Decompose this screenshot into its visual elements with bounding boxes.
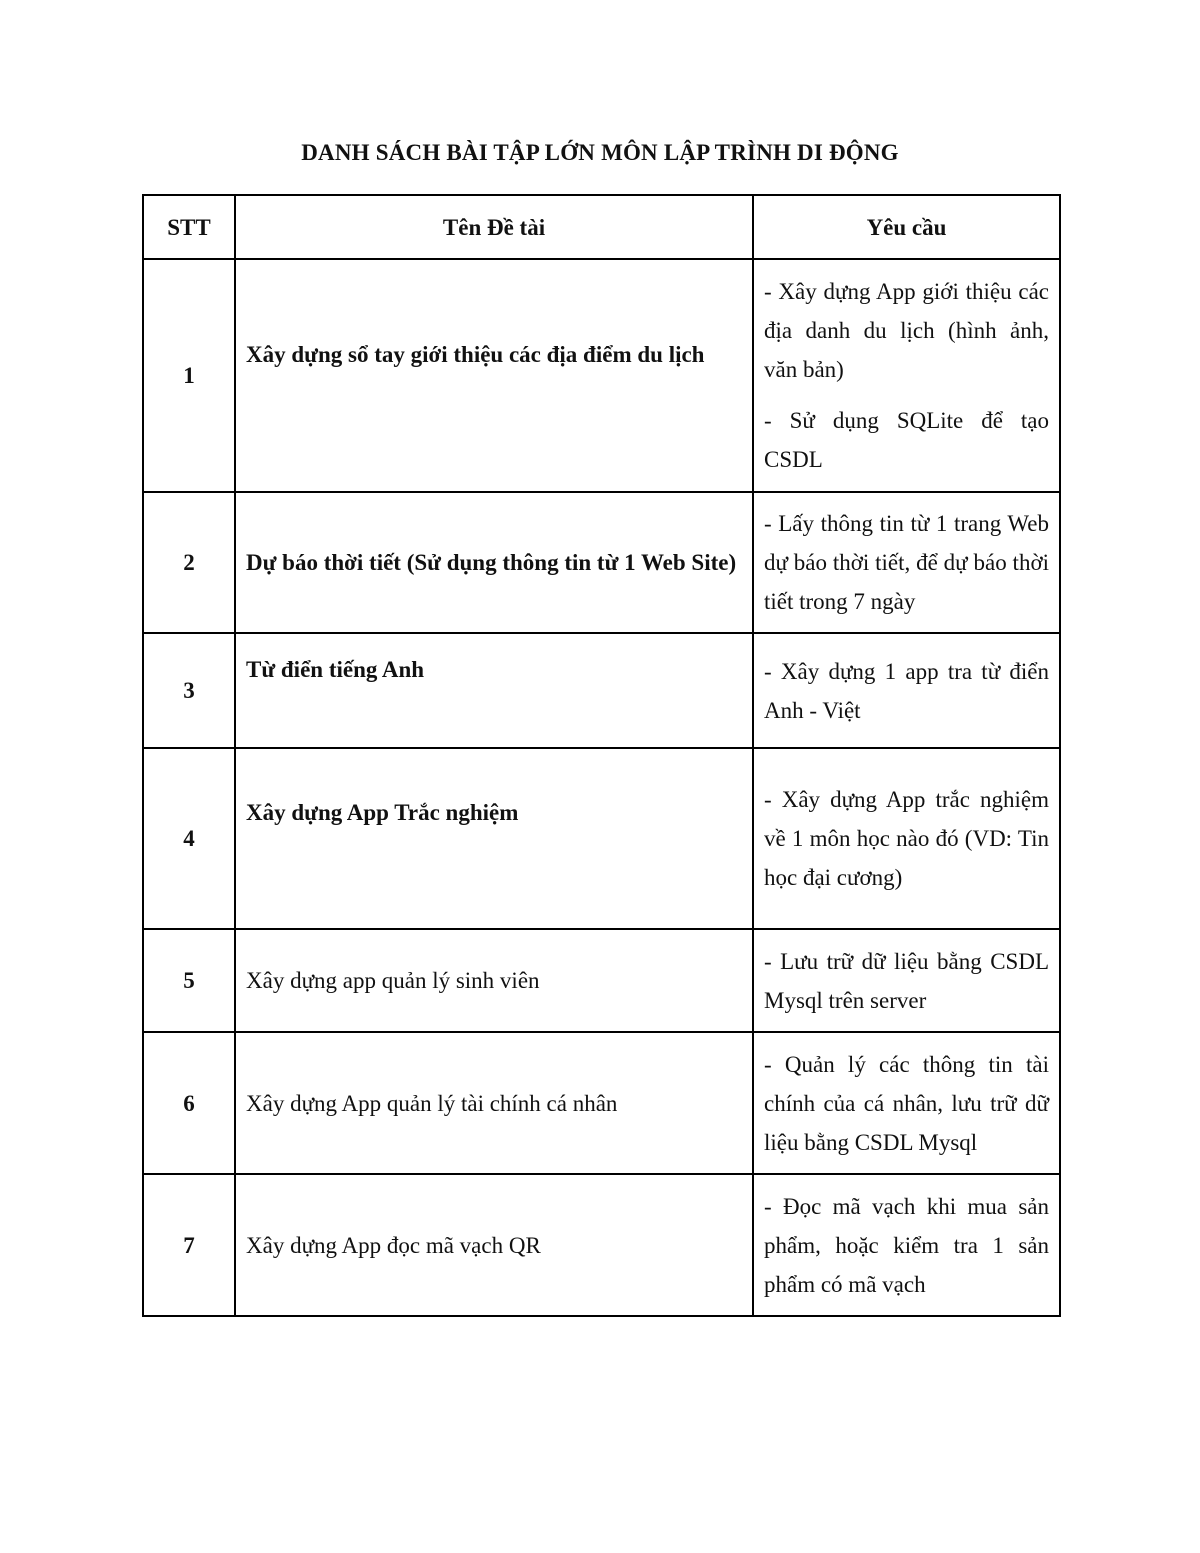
- topic-title: Xây dựng sổ tay giới thiệu các địa điểm du lịch: [235, 259, 753, 492]
- table-header-row: [143, 195, 1060, 259]
- table-row: [143, 1032, 1060, 1174]
- topic-title: Xây dựng app quản lý sinh viên: [235, 929, 753, 1032]
- topic-title: Từ điển tiếng Anh: [235, 633, 753, 748]
- row-number: 6: [143, 1032, 235, 1174]
- requirement-text: - Xây dựng 1 app tra từ điển Anh - Việt: [764, 658, 1049, 723]
- row-number: 2: [143, 492, 235, 633]
- requirements-cell: [753, 259, 1060, 492]
- row-number: 5: [143, 929, 235, 1032]
- topic-title: Dự báo thời tiết (Sử dụng thông tin từ 1 Web Site): [235, 492, 753, 633]
- topic-title: Xây dựng App Trắc nghiệm: [235, 748, 753, 929]
- topic-title: Xây dựng App quản lý tài chính cá nhân: [235, 1032, 753, 1174]
- header-stt: STT: [143, 195, 235, 259]
- header-requirements: Yêu cầu: [753, 195, 1060, 259]
- table-row: [143, 748, 1060, 929]
- requirements-cell: [753, 1032, 1060, 1174]
- requirement-text: - Đọc mã vạch khi mua sản phẩm, hoặc kiểm tra 1 sản phẩm có mã vạch: [764, 1193, 1049, 1297]
- requirements-cell: [753, 492, 1060, 633]
- requirements-cell: [753, 929, 1060, 1032]
- requirement-text: - Quản lý các thông tin tài chính của cá nhân, lưu trữ dữ liệu bằng CSDL Mysql: [764, 1051, 1049, 1155]
- row-number: 7: [143, 1174, 235, 1316]
- topic-title: Xây dựng App đọc mã vạch QR: [235, 1174, 753, 1316]
- table-row: [143, 633, 1060, 748]
- requirement-text: - Xây dựng App trắc nghiệm về 1 môn học nào đó (VD: Tin học đại cương): [764, 787, 1049, 890]
- row-number: 4: [143, 748, 235, 929]
- requirement-text: - Lưu trữ dữ liệu bằng CSDL Mysql trên server: [764, 948, 1049, 1013]
- table-row: [143, 259, 1060, 492]
- header-topic: Tên Đề tài: [235, 195, 753, 259]
- page-title: DANH SÁCH BÀI TẬP LỚN MÔN LẬP TRÌNH DI ĐỘNG: [301, 140, 899, 165]
- table-row: [143, 929, 1060, 1032]
- row-number: 3: [143, 633, 235, 748]
- requirements-cell: [753, 748, 1060, 929]
- requirement-text: - Sử dụng SQLite để tạo CSDL: [764, 408, 1049, 472]
- table-row: [143, 492, 1060, 633]
- requirements-cell: [753, 633, 1060, 748]
- requirement-text: - Lấy thông tin từ 1 trang Web dự báo thời tiết, để dự báo thời tiết trong 7 ngày: [764, 511, 1049, 614]
- requirements-cell: [753, 1174, 1060, 1316]
- requirement-text: - Xây dựng App giới thiệu các địa danh du lịch (hình ảnh, văn bản): [764, 279, 1049, 382]
- assignment-table: [142, 194, 1061, 1317]
- table-row: [143, 1174, 1060, 1316]
- row-number: 1: [143, 259, 235, 492]
